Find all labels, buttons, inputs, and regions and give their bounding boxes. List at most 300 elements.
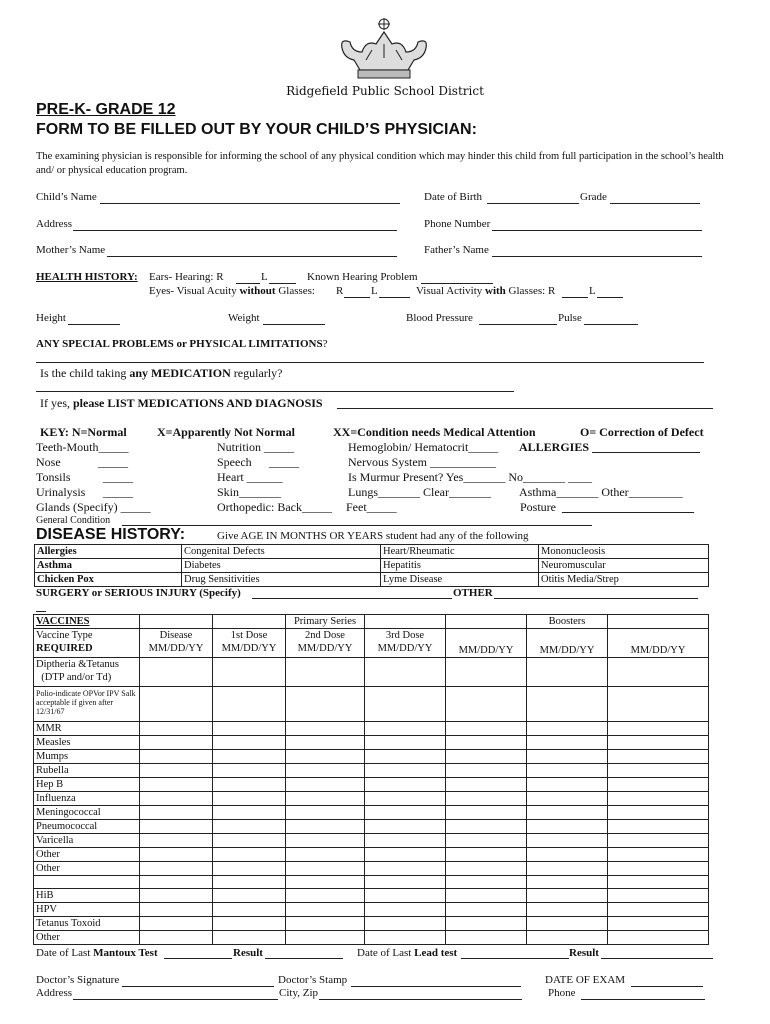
vaccine-cell[interactable]	[608, 736, 709, 750]
exam-skin: Skin_______	[217, 485, 282, 499]
vaccine-cell[interactable]	[608, 792, 709, 806]
vaccine-cell[interactable]	[213, 917, 286, 931]
vaccine-cell[interactable]	[446, 778, 527, 792]
weight-label: Weight	[228, 312, 260, 324]
vaccine-cell[interactable]	[213, 750, 286, 764]
vaccine-cell[interactable]	[213, 806, 286, 820]
glasses-label: Glasses:	[278, 285, 315, 297]
activity-left-field[interactable]	[597, 297, 623, 298]
vaccine-cell[interactable]	[140, 806, 213, 820]
table-row	[34, 615, 709, 629]
vaccine-dtp	[34, 658, 140, 687]
vaccine-cell[interactable]	[286, 658, 365, 687]
vaccine-cell[interactable]	[446, 903, 527, 917]
disease-cell[interactable]: Allergies	[35, 545, 182, 559]
dose3-label: 3rd Dose	[385, 630, 425, 641]
vaccine-cell[interactable]	[140, 917, 213, 931]
vaccines-table	[33, 614, 709, 945]
table-row	[34, 806, 709, 820]
vaccine-cell[interactable]	[365, 834, 446, 848]
vaccine-name: Meningococcal	[34, 806, 140, 820]
vaccine-cell[interactable]	[213, 820, 286, 834]
disease-cell[interactable]: Diabetes	[182, 559, 381, 573]
vaccine-cell[interactable]	[286, 806, 365, 820]
vaccine-cell[interactable]	[365, 687, 446, 722]
dose2-label: 2nd Dose	[305, 630, 345, 641]
blood-pressure-label: Blood Pressure	[406, 312, 473, 324]
primary-series-label: Primary Series	[286, 615, 365, 629]
mantoux-label: Date of Last	[36, 947, 91, 959]
vaccine-cell[interactable]	[608, 820, 709, 834]
vaccine-cell[interactable]	[608, 848, 709, 862]
date-of-exam-field[interactable]	[631, 986, 703, 987]
vaccine-name: Tetanus Toxoid	[34, 917, 140, 931]
vaccine-cell[interactable]	[213, 834, 286, 848]
vaccine-cell[interactable]	[213, 687, 286, 722]
vaccines-title: VACCINES	[34, 615, 140, 629]
exam-speech-blank[interactable]: _____	[269, 455, 299, 469]
childs-name-field[interactable]	[100, 203, 400, 204]
table-row	[34, 917, 709, 931]
table-row	[35, 559, 709, 573]
vaccine-cell[interactable]	[446, 820, 527, 834]
table-row	[34, 687, 709, 722]
blood-pressure-field[interactable]	[479, 324, 557, 325]
exam-tonsils-blank[interactable]: _____	[103, 470, 133, 484]
exam-speech: Speech	[217, 455, 252, 469]
vaccine-cell[interactable]	[286, 903, 365, 917]
vaccine-cell[interactable]	[608, 806, 709, 820]
vaccine-cell[interactable]	[527, 876, 608, 889]
exam-urinalysis-blank[interactable]: _____	[103, 485, 133, 499]
vaccine-cell[interactable]	[608, 917, 709, 931]
vaccine-name: Hep B	[34, 778, 140, 792]
vaccine-cell[interactable]	[286, 722, 365, 736]
vaccine-name: MMR	[34, 722, 140, 736]
medication-q-text: Is the child taking	[40, 366, 127, 380]
vaccine-cell[interactable]	[140, 820, 213, 834]
disease-cell[interactable]: Chicken Pox	[35, 573, 182, 587]
vaccine-cell[interactable]	[365, 848, 446, 862]
vaccine-cell[interactable]	[446, 862, 527, 876]
general-condition-field[interactable]	[122, 525, 592, 526]
vaccine-cell[interactable]	[365, 792, 446, 806]
acuity-right-field[interactable]	[344, 297, 370, 298]
vaccine-cell[interactable]	[286, 834, 365, 848]
disease-cell[interactable]: Hepatitis	[381, 559, 539, 573]
disease-cell[interactable]: Mononucleosis	[539, 545, 709, 559]
height-field[interactable]	[68, 324, 120, 325]
exam-murmur: Is Murmur Present? Yes_______ No_______ ____	[348, 470, 592, 484]
vaccine-cell[interactable]	[213, 876, 286, 889]
exam-teeth: Teeth-Mouth_____	[36, 440, 129, 454]
grade-label: Grade	[580, 191, 607, 203]
dose1-date-format: MM/DD/YY	[221, 643, 277, 654]
vaccine-cell[interactable]	[213, 658, 286, 687]
district-name: Ridgefield Public School District	[286, 84, 484, 98]
vaccine-cell[interactable]	[446, 917, 527, 931]
vaccine-cell[interactable]	[527, 658, 608, 687]
vaccine-cell[interactable]	[527, 736, 608, 750]
vaccine-cell[interactable]	[140, 903, 213, 917]
vaccine-name	[34, 876, 140, 889]
disease-cell[interactable]: Drug Sensitivities	[182, 573, 381, 587]
disease-cell[interactable]: Asthma	[35, 559, 182, 573]
vaccine-cell[interactable]	[446, 764, 527, 778]
intro-text: The examining physician is responsible for informing the school of any physical condition which may hinder this child from full participation in the school’s health and/ or physical education program.	[36, 151, 724, 176]
vaccine-cell[interactable]	[140, 687, 213, 722]
vaccine-cell[interactable]	[446, 792, 527, 806]
fathers-name-label: Father’s Name	[424, 244, 489, 256]
table-row	[34, 876, 709, 889]
vaccine-cell[interactable]	[213, 862, 286, 876]
vaccine-cell[interactable]	[286, 750, 365, 764]
disease-history-instruction: Give AGE IN MONTHS OR YEARS student had any of the following	[217, 530, 529, 542]
phone-field[interactable]	[492, 230, 702, 231]
exam-asthma: Asthma_______ Other_________	[519, 485, 683, 499]
vaccine-cell[interactable]	[213, 615, 286, 629]
vaccine-cell[interactable]	[286, 764, 365, 778]
dose2-header	[286, 629, 365, 658]
vaccine-cell[interactable]	[608, 658, 709, 687]
phone-footer-field[interactable]	[581, 999, 705, 1000]
vaccine-cell[interactable]	[365, 764, 446, 778]
vaccine-cell[interactable]	[446, 750, 527, 764]
table-row	[35, 545, 709, 559]
vaccine-cell[interactable]	[286, 917, 365, 931]
special-problems-q: ?	[322, 338, 328, 350]
vaccine-cell[interactable]	[365, 736, 446, 750]
table-row	[34, 834, 709, 848]
vaccine-cell[interactable]	[286, 889, 365, 903]
vaccine-cell[interactable]	[140, 889, 213, 903]
vaccine-cell[interactable]	[140, 931, 213, 945]
disease-cell[interactable]: Otitis Media/Strep	[539, 573, 709, 587]
disease-cell[interactable]: Heart/Rheumatic	[381, 545, 539, 559]
vaccine-cell[interactable]	[608, 722, 709, 736]
vaccine-cell[interactable]	[286, 687, 365, 722]
vaccine-cell[interactable]	[140, 792, 213, 806]
vaccine-cell[interactable]	[365, 750, 446, 764]
doctor-signature-field[interactable]	[122, 986, 274, 987]
address-label: Address	[36, 218, 73, 230]
dose1-header	[213, 629, 286, 658]
city-zip-field[interactable]	[319, 999, 522, 1000]
table-row	[34, 820, 709, 834]
hearing-left-field[interactable]	[269, 283, 296, 284]
vaccine-cell[interactable]	[446, 848, 527, 862]
vaccine-cell[interactable]	[140, 834, 213, 848]
vaccine-cell[interactable]	[446, 658, 527, 687]
disease-cell[interactable]: Congenital Defects	[182, 545, 381, 559]
vaccine-name: Influenza	[34, 792, 140, 806]
exam-nutrition: Nutrition _____	[217, 440, 294, 454]
table-row	[34, 736, 709, 750]
mothers-name-field[interactable]	[107, 256, 397, 257]
vaccine-cell[interactable]	[608, 687, 709, 722]
weight-field[interactable]	[263, 324, 325, 325]
vaccine-cell[interactable]	[286, 848, 365, 862]
known-hearing-field[interactable]	[421, 283, 493, 284]
vaccine-cell[interactable]	[527, 820, 608, 834]
vaccine-cell[interactable]	[140, 722, 213, 736]
vaccine-cell[interactable]	[140, 848, 213, 862]
required-label: REQUIRED	[36, 643, 93, 654]
mantoux-date-field[interactable]	[164, 958, 232, 959]
vaccine-cell[interactable]	[365, 903, 446, 917]
table-row	[34, 764, 709, 778]
vaccine-cell[interactable]	[527, 722, 608, 736]
posture-field[interactable]	[562, 512, 694, 513]
vaccine-cell[interactable]	[527, 792, 608, 806]
lead-test-label: Lead test	[414, 947, 458, 959]
surgery-field-continuation	[36, 611, 46, 612]
vaccine-name: HPV	[34, 903, 140, 917]
without-label: without	[239, 285, 276, 297]
height-label: Height	[36, 312, 66, 324]
disease-history-table	[34, 544, 709, 587]
dose1-label: 1st Dose	[230, 630, 268, 641]
vaccine-name: Measles	[34, 736, 140, 750]
vaccine-cell[interactable]	[527, 834, 608, 848]
vaccine-cell[interactable]	[608, 764, 709, 778]
vaccine-cell[interactable]	[527, 764, 608, 778]
boosters-label: Boosters	[527, 615, 608, 629]
key-apparently: X=Apparently Not Normal	[157, 425, 295, 439]
vaccine-cell[interactable]	[140, 778, 213, 792]
vaccine-cell[interactable]	[608, 931, 709, 945]
grade-field[interactable]	[610, 203, 700, 204]
exam-heart: Heart ______	[217, 470, 283, 484]
vaccine-cell[interactable]	[140, 764, 213, 778]
address-footer-label: Address	[36, 987, 73, 999]
known-hearing-label: Known Hearing Problem	[307, 271, 418, 283]
disease-history-title: DISEASE HISTORY:	[36, 526, 186, 543]
exam-nervous: Nervous System ___________	[348, 455, 496, 469]
table-row	[34, 750, 709, 764]
mantoux-result-label: Result	[233, 947, 263, 959]
vaccine-cell[interactable]	[140, 615, 213, 629]
vaccine-list	[34, 722, 709, 945]
vaccine-cell[interactable]	[527, 848, 608, 862]
vaccine-cell[interactable]	[140, 876, 213, 889]
address-field[interactable]	[73, 230, 397, 231]
list-medications-label: please LIST MEDICATIONS AND DIAGNOSIS	[73, 396, 323, 410]
vaccine-cell[interactable]	[140, 750, 213, 764]
vaccine-cell[interactable]	[608, 889, 709, 903]
doctor-stamp-field[interactable]	[351, 986, 521, 987]
vaccine-cell[interactable]	[365, 820, 446, 834]
pulse-label: Pulse	[558, 312, 582, 324]
lead-result-field[interactable]	[601, 958, 713, 959]
vaccine-cell[interactable]	[286, 931, 365, 945]
phone-footer-label: Phone	[548, 987, 576, 999]
table-row	[34, 848, 709, 862]
vaccine-cell[interactable]	[608, 862, 709, 876]
vaccine-cell[interactable]	[365, 778, 446, 792]
ears-hearing-label: Ears- Hearing: R	[149, 271, 224, 283]
vaccine-cell[interactable]	[365, 889, 446, 903]
vaccine-cell[interactable]	[140, 736, 213, 750]
city-zip-label: City, Zip	[279, 987, 319, 999]
surgery-field[interactable]	[252, 598, 452, 599]
special-problems-field[interactable]	[36, 362, 704, 363]
vaccine-cell[interactable]	[608, 903, 709, 917]
vaccine-cell[interactable]	[527, 778, 608, 792]
fathers-name-field[interactable]	[492, 256, 702, 257]
exam-lungs: Lungs_______ Clear_______	[348, 485, 491, 499]
vaccine-cell[interactable]	[213, 792, 286, 806]
vaccine-cell[interactable]	[286, 820, 365, 834]
exam-tonsils: Tonsils	[36, 470, 71, 484]
vaccine-cell[interactable]	[286, 778, 365, 792]
eyes-label: Eyes- Visual Acuity	[149, 285, 237, 297]
vaccine-cell[interactable]	[213, 931, 286, 945]
medication-field[interactable]	[36, 391, 514, 392]
key-normal: KEY: N=Normal	[40, 425, 127, 439]
vaccine-cell[interactable]	[446, 687, 527, 722]
pulse-field[interactable]	[584, 324, 638, 325]
exam-nose-blank[interactable]: _____	[98, 455, 128, 469]
lead-label: Date of Last	[357, 947, 412, 959]
crown-crest-icon	[336, 12, 432, 82]
vaccine-cell[interactable]	[446, 736, 527, 750]
disease-cell[interactable]: Lyme Disease	[381, 573, 539, 587]
vaccine-name: Varicella	[34, 834, 140, 848]
vaccine-cell[interactable]	[527, 903, 608, 917]
vaccine-cell[interactable]	[213, 778, 286, 792]
vaccine-cell[interactable]	[446, 931, 527, 945]
table-row	[34, 889, 709, 903]
vaccine-cell[interactable]	[365, 658, 446, 687]
vaccine-cell[interactable]	[213, 889, 286, 903]
exam-allergies: ALLERGIES	[519, 440, 590, 454]
vaccine-cell[interactable]	[140, 862, 213, 876]
disease-header	[140, 629, 213, 658]
vaccine-cell[interactable]	[446, 876, 527, 889]
mothers-name-label: Mother’s Name	[36, 244, 106, 256]
medication-q-end: regularly?	[233, 366, 283, 380]
dose3-header	[365, 629, 446, 658]
disease-cell[interactable]: Neuromuscular	[539, 559, 709, 573]
exam-hemoglobin: Hemoglobin/ Hematocrit_____	[348, 440, 499, 454]
phone-label: Phone Number	[424, 218, 491, 230]
vaccine-cell[interactable]	[213, 736, 286, 750]
hearing-right-field[interactable]	[236, 283, 260, 284]
doctor-signature-label: Doctor’s Signature	[36, 974, 120, 986]
vaccine-cell[interactable]	[446, 615, 527, 629]
vaccine-cell[interactable]	[365, 615, 446, 629]
form-title: FORM TO BE FILLED OUT BY YOUR CHILD’S PHYSICIAN:	[36, 121, 477, 138]
health-history-label: HEALTH HISTORY:	[36, 271, 138, 283]
exam-nose: Nose	[36, 455, 61, 469]
vaccine-cell[interactable]	[527, 862, 608, 876]
vaccine-cell[interactable]	[365, 722, 446, 736]
grade-title: PRE-K- GRADE 12	[36, 101, 176, 118]
table-row	[34, 903, 709, 917]
vaccine-cell[interactable]	[365, 876, 446, 889]
allergies-field[interactable]	[592, 452, 700, 453]
acuity-left-field[interactable]	[379, 297, 410, 298]
vaccine-type-header	[34, 629, 140, 658]
disease-date-format: MM/DD/YY	[148, 643, 204, 654]
vaccine-cell[interactable]	[446, 834, 527, 848]
exam-posture: Posture	[520, 500, 556, 514]
other-field[interactable]	[494, 598, 698, 599]
vaccine-cell[interactable]	[608, 615, 709, 629]
vaccine-cell[interactable]	[213, 764, 286, 778]
table-row	[34, 722, 709, 736]
vaccine-polio: Polio-indicate OPVor IPV Salk acceptable if given after 12/31/67	[34, 687, 140, 722]
vaccine-cell[interactable]	[527, 806, 608, 820]
vaccine-cell[interactable]	[446, 889, 527, 903]
vaccine-cell[interactable]	[286, 792, 365, 806]
exam-urinalysis: Urinalysis	[36, 485, 86, 499]
vaccine-cell[interactable]	[608, 834, 709, 848]
date-of-exam-label: DATE OF EXAM	[545, 974, 626, 986]
activity-right-field[interactable]	[562, 297, 588, 298]
vaccine-cell[interactable]	[140, 658, 213, 687]
special-problems-label: ANY SPECIAL PROBLEMS or PHYSICAL LIMITATIONS	[36, 338, 323, 350]
doctor-stamp-label: Doctor’s Stamp	[278, 974, 348, 986]
vaccine-cell[interactable]	[286, 862, 365, 876]
vaccine-name: Other	[34, 931, 140, 945]
vaccine-cell[interactable]	[527, 889, 608, 903]
table-row	[34, 778, 709, 792]
vaccine-name: HiB	[34, 889, 140, 903]
vaccine-cell[interactable]	[608, 778, 709, 792]
dtp-line2: (DTP and/or Td)	[41, 672, 112, 683]
vaccine-cell[interactable]	[527, 687, 608, 722]
vaccine-cell[interactable]	[286, 876, 365, 889]
activity-l-label: L	[589, 285, 596, 297]
table-row	[34, 629, 709, 658]
booster3-date-format: MM/DD/YY	[608, 629, 709, 658]
medications-list-field[interactable]	[337, 408, 713, 409]
dob-field[interactable]	[487, 203, 579, 204]
disease-label: Disease	[159, 630, 193, 641]
vaccine-cell[interactable]	[527, 931, 608, 945]
table-row	[34, 862, 709, 876]
acuity-l-label: L	[371, 285, 378, 297]
medication-q-bold: any MEDICATION	[129, 366, 231, 380]
lead-date-field[interactable]	[461, 958, 569, 959]
vaccine-cell[interactable]	[213, 903, 286, 917]
vaccine-cell[interactable]	[446, 806, 527, 820]
vaccine-type-label: Vaccine Type	[36, 630, 93, 641]
vaccine-cell[interactable]	[213, 722, 286, 736]
dob-label: Date of Birth	[424, 191, 483, 203]
vaccine-cell[interactable]	[365, 862, 446, 876]
address-footer-field[interactable]	[73, 999, 278, 1000]
vaccine-cell[interactable]	[365, 806, 446, 820]
mantoux-result-field[interactable]	[265, 958, 343, 959]
vaccine-name: Other	[34, 848, 140, 862]
vaccine-cell[interactable]	[608, 876, 709, 889]
exam-glands: Glands (Specify) _____	[36, 500, 151, 514]
vaccine-name: Other	[34, 862, 140, 876]
vaccine-cell[interactable]	[527, 750, 608, 764]
vaccine-cell[interactable]	[527, 917, 608, 931]
with-label: with	[485, 285, 506, 297]
vaccine-cell[interactable]	[608, 750, 709, 764]
vaccine-cell[interactable]	[213, 848, 286, 862]
vaccine-cell[interactable]	[446, 722, 527, 736]
vaccine-cell[interactable]	[286, 736, 365, 750]
vaccine-cell[interactable]	[365, 917, 446, 931]
vaccine-cell[interactable]	[365, 931, 446, 945]
other-label: OTHER	[453, 587, 493, 599]
